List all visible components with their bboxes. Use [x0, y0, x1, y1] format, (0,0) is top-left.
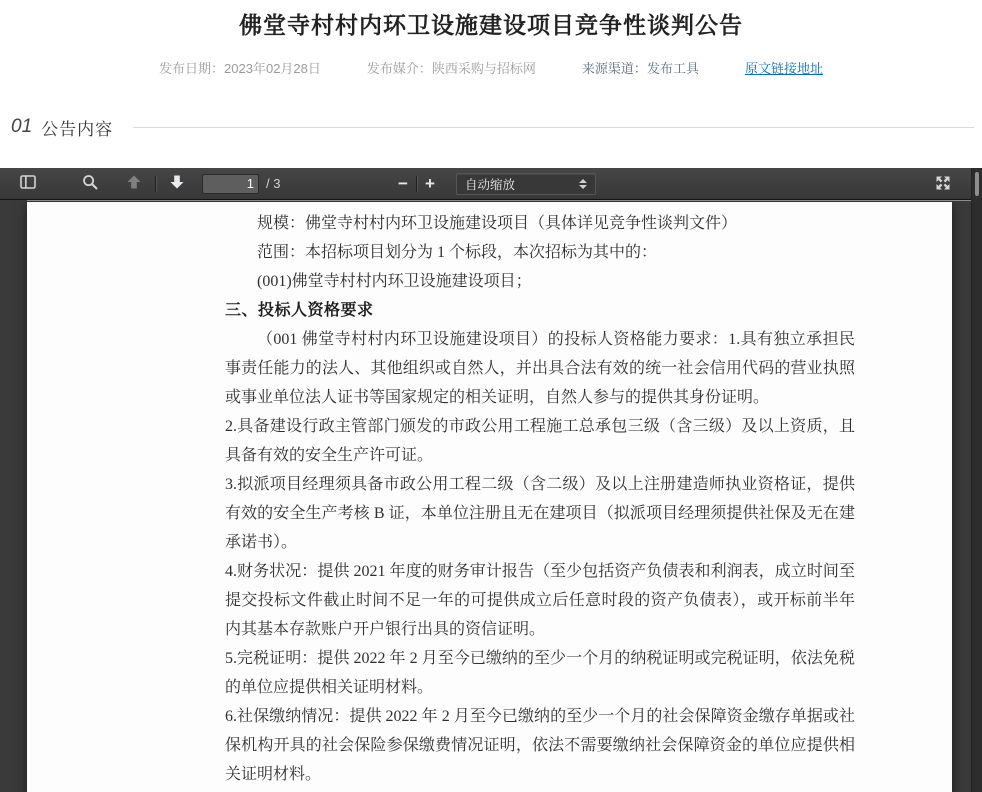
source-channel-label: 来源渠道：: [581, 61, 647, 76]
zoom-out-icon: −: [398, 174, 408, 193]
fullscreen-icon: [935, 175, 951, 194]
pdf-scrollbar[interactable]: [971, 168, 982, 792]
publish-date-label: 发布日期：: [159, 61, 225, 76]
page-count-label: / 3: [266, 176, 281, 191]
zoom-out-button[interactable]: [390, 171, 416, 197]
zoom-in-button[interactable]: [417, 171, 443, 197]
section-header: [0, 113, 982, 141]
publish-media-label: 发布媒介：: [366, 61, 432, 76]
announcement-header: [0, 0, 982, 77]
page-up-icon: [126, 174, 142, 193]
pdf-heading: 三、投标人资格要求: [225, 302, 374, 319]
pdf-page: [27, 202, 952, 792]
publish-date: [159, 58, 321, 77]
pdf-paragraph: 5.完税证明：提供 2022 年 2 月至今已缴纳的至少一个月的纳税证明或完税证明，依法免税的单位应提供相关证明材料。: [225, 650, 855, 696]
scrollbar-thumb[interactable]: [975, 172, 979, 196]
presentation-mode-button[interactable]: [930, 171, 956, 197]
zoom-scale-value: 自动缩放: [465, 177, 516, 192]
origin-link[interactable]: 原文链接地址: [744, 61, 823, 76]
pdf-toolbar: [0, 168, 982, 200]
toolbar-separator: [155, 176, 156, 192]
chevron-up-down-icon: [579, 179, 587, 189]
publish-media: [367, 58, 536, 77]
pdf-viewport[interactable]: [0, 201, 982, 792]
pdf-paragraph: 规模：佛堂寺村村内环卫设施建设项目（具体详见竞争性谈判文件）: [257, 215, 738, 232]
pdf-paragraph: 6.社保缴纳情况：提供 2022 年 2 月至今已缴纳的至少一个月的社会保障资金缴存单据或社保机构开具的社会保险参保缴费情况证明，依法不需要缴纳社会保障资金的单位应提供相关证明材料。: [225, 708, 855, 783]
section-divider: [133, 127, 974, 128]
pdf-paragraph: 范围：本招标项目划分为 1 个标段，本次招标为其中的：: [257, 244, 658, 261]
pdf-viewer: [0, 168, 982, 792]
source-channel: [582, 58, 699, 77]
meta-row: [0, 58, 982, 77]
zoom-in-icon: +: [425, 174, 435, 193]
pdf-paragraph: 3.拟派项目经理须具备市政公用工程二级（含二级）及以上注册建造师执业资格证，提供有效的安全生产考核 B 证，本单位注册且无在建项目（拟派项目经理须提供社保及无在建承诺书）。: [225, 476, 855, 551]
page-title: 佛堂寺村村内环卫设施建设项目竞争性谈判公告: [239, 12, 743, 38]
pdf-paragraph: (001)佛堂寺村村内环卫设施建设项目；: [257, 273, 532, 290]
pdf-paragraph: 4.财务状况：提供 2021 年度的财务审计报告（至少包括资产负债表和利润表，成立时间至提交投标文件截止时间不足一年的可提供成立后任意时段的资产负债表），或开标前半年内其基本存款账户开户银行出具的资信证明。: [225, 563, 855, 638]
source-channel-value: 发布工具: [646, 61, 699, 76]
page-down-icon: [169, 174, 185, 193]
sidebar-toggle-icon: [20, 175, 36, 192]
publish-date-value: 2023年02月28日: [224, 61, 321, 76]
section-title: 公告内容: [41, 119, 114, 139]
previous-page-button[interactable]: [121, 171, 147, 197]
zoom-controls: [390, 168, 596, 199]
toolbar-bottom-edge: [27, 200, 982, 201]
next-page-button[interactable]: [164, 171, 190, 197]
pdf-text: [27, 202, 952, 789]
pdf-paragraph: （001 佛堂寺村村内环卫设施建设项目）的投标人资格能力要求：1.具有独立承担民事责任能力的法人、其他组织或自然人，并出具合法有效的统一社会信用代码的营业执照或事业单位法人证书等国家规定的相关证明，自然人参与的提供其身份证明。: [225, 331, 855, 406]
publish-media-value: 陕西采购与招标网: [431, 61, 536, 76]
sidebar-toggle-button[interactable]: [15, 171, 41, 197]
section-number: 01: [11, 116, 33, 137]
search-icon: [82, 174, 98, 193]
zoom-scale-select[interactable]: [456, 173, 596, 195]
page-number-input[interactable]: [202, 174, 259, 194]
find-button[interactable]: [77, 171, 103, 197]
pdf-paragraph: 2.具备建设行政主管部门颁发的市政公用工程施工总承包三级（含三级）及以上资质，且具备有效的安全生产许可证。: [225, 418, 855, 464]
